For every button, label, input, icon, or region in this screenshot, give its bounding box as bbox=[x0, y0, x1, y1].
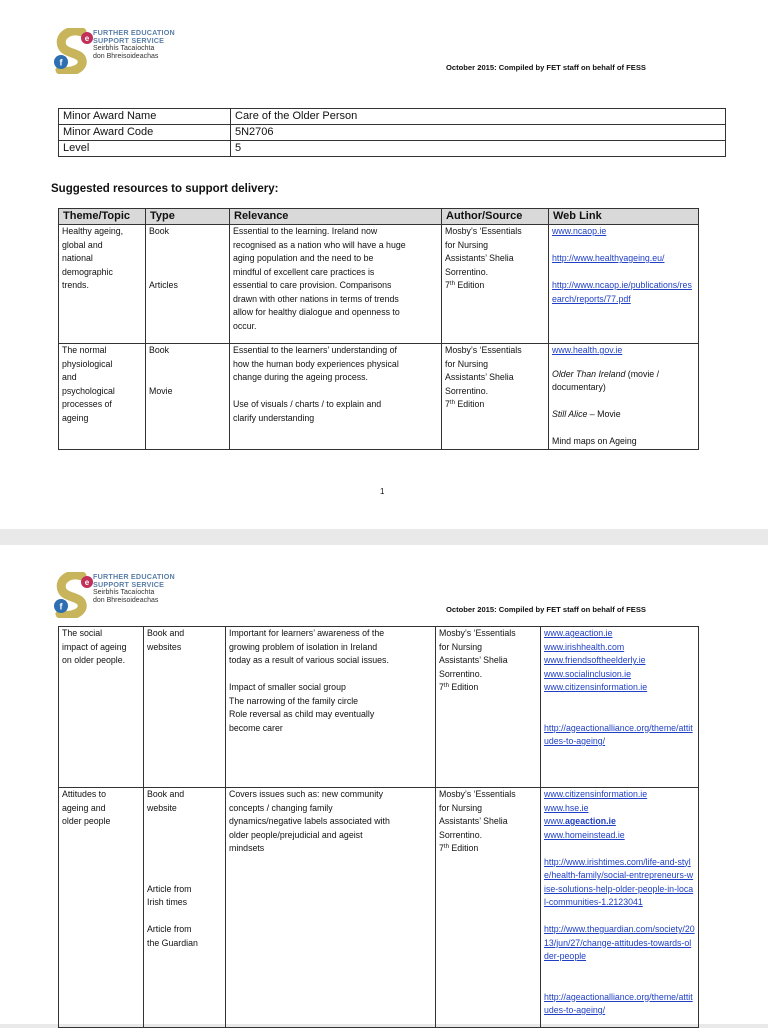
suggested-heading: Suggested resources to support delivery: bbox=[51, 183, 279, 195]
weblink-cell bbox=[549, 344, 699, 450]
text-line: for Nursing bbox=[445, 358, 489, 369]
theme-cell bbox=[59, 225, 146, 344]
resources-table-continued bbox=[58, 626, 699, 1028]
text-line: The social bbox=[62, 628, 103, 638]
logo-line-1: FURTHER EDUCATION bbox=[93, 28, 175, 37]
header-row bbox=[59, 209, 699, 225]
text-line: processes of bbox=[62, 399, 112, 409]
theme-cell bbox=[59, 788, 144, 1028]
text-line: Movie bbox=[149, 385, 173, 396]
edition bbox=[439, 842, 537, 856]
link-prefix: www. bbox=[544, 816, 566, 826]
logo-line-2: SUPPORT SERVICE bbox=[93, 580, 165, 589]
text-line: Irish times bbox=[147, 897, 188, 907]
edition-word: Edition bbox=[448, 682, 479, 692]
text-line: become carer bbox=[229, 722, 283, 733]
award-label: Minor Award Code bbox=[59, 125, 231, 141]
edition bbox=[445, 398, 545, 412]
text-line: Sorrentino. bbox=[445, 266, 489, 277]
edition-word: Edition bbox=[454, 399, 485, 409]
compiled-note: October 2015: Compiled by FET staff on behalf of FESS bbox=[446, 605, 646, 614]
text-line: allow for healthy dialogue and openness to bbox=[233, 307, 400, 317]
relevance-cell bbox=[226, 627, 436, 788]
fess-logo bbox=[52, 28, 182, 76]
logo-line-3: Seirbhís Tacaíochta bbox=[93, 589, 155, 596]
link[interactable]: www.socialinclusion.ie bbox=[544, 668, 632, 679]
page-number: 1 bbox=[380, 487, 385, 496]
fess-logo bbox=[52, 572, 182, 620]
col-weblink: Web Link bbox=[549, 209, 699, 225]
text-line: Healthy ageing, bbox=[62, 226, 124, 236]
logo-line-2: SUPPORT SERVICE bbox=[93, 36, 165, 45]
edition-word: Edition bbox=[454, 280, 485, 290]
link-bold: ageaction.ie bbox=[565, 816, 616, 826]
text-line: physiological bbox=[62, 358, 113, 369]
movie-title: Older Than Ireland bbox=[552, 368, 626, 379]
text-line: Impact of smaller social group bbox=[229, 682, 346, 692]
compiled-note: October 2015: Compiled by FET staff on behalf of FESS bbox=[446, 63, 646, 72]
col-theme: Theme/Topic bbox=[59, 209, 146, 225]
text-line: on older people. bbox=[62, 655, 126, 665]
logo-text bbox=[93, 29, 175, 61]
text-line: Article from bbox=[147, 924, 192, 934]
text-line: The normal bbox=[62, 345, 107, 355]
text-line: mindsets bbox=[229, 843, 265, 853]
edition-suffix: th bbox=[449, 400, 455, 406]
text-line: for Nursing bbox=[445, 239, 489, 250]
text-line: Articles bbox=[149, 280, 178, 290]
text-line: and bbox=[62, 372, 77, 382]
text-line: trends. bbox=[62, 280, 89, 290]
table-row bbox=[59, 627, 699, 788]
table-row bbox=[59, 788, 699, 1028]
author-cell bbox=[442, 225, 549, 344]
weblink-cell bbox=[549, 225, 699, 344]
text-line: growing problem of isolation in Ireland bbox=[229, 641, 378, 652]
text-line: Use of visuals / charts / to explain and bbox=[233, 399, 382, 409]
award-row bbox=[59, 109, 726, 125]
fess-logo-icon bbox=[52, 28, 94, 74]
text-line: website bbox=[147, 802, 177, 813]
movie-1 bbox=[552, 368, 695, 382]
text-line: dynamics/negative labels associated with bbox=[229, 816, 390, 826]
text-line: for Nursing bbox=[439, 802, 483, 813]
text-line: Essential to the learners’ understanding of bbox=[233, 345, 397, 355]
text-line: ageing and bbox=[62, 802, 106, 813]
edition bbox=[445, 279, 545, 293]
theme-cell bbox=[59, 627, 144, 788]
table-row bbox=[59, 225, 699, 344]
text-line: today as a result of various social issues. bbox=[229, 655, 389, 665]
text-line: older people/prejudicial and ageist bbox=[229, 829, 363, 840]
link[interactable]: www.ncaop.ie bbox=[552, 226, 607, 236]
edition-number: 7 bbox=[439, 843, 444, 853]
text-line: essential to care provision. Comparisons bbox=[233, 280, 392, 290]
author-cell bbox=[436, 627, 541, 788]
link[interactable]: http://www.healthyageing.eu/ bbox=[552, 253, 665, 263]
logo-text bbox=[93, 573, 175, 605]
text-line: Sorrentino. bbox=[439, 829, 483, 840]
text-line: ageing bbox=[62, 412, 89, 423]
text-line: websites bbox=[147, 641, 182, 652]
award-row bbox=[59, 125, 726, 141]
svg-text:f: f bbox=[59, 601, 63, 612]
svg-text:e: e bbox=[84, 34, 90, 43]
text-line: documentary) bbox=[552, 382, 606, 392]
text-line: Assistants’ Shelia bbox=[445, 253, 514, 263]
type-cell bbox=[144, 627, 226, 788]
edition-suffix: th bbox=[449, 281, 455, 287]
text-line: national bbox=[62, 253, 93, 263]
logo-line-1: FURTHER EDUCATION bbox=[93, 572, 175, 581]
award-value: Care of the Older Person bbox=[231, 109, 726, 125]
text-line: demographic bbox=[62, 266, 113, 277]
resources-table bbox=[58, 208, 699, 450]
text-line: clarify understanding bbox=[233, 412, 315, 423]
link[interactable]: www.hse.ie bbox=[544, 802, 589, 813]
edition bbox=[439, 681, 537, 695]
link[interactable]: http://www.irishtimes.com/life-and-style/health-family/social-entrepreneurs-wise-solutions-help-older-people-in-local-communities-1.2123041 bbox=[544, 856, 694, 907]
text-line: Assistants’ Shelia bbox=[439, 816, 508, 826]
text-line: Mosby’s ‘Essentials bbox=[445, 226, 522, 236]
text-line: Assistants’ Shelia bbox=[439, 655, 508, 665]
text-line: psychological bbox=[62, 385, 115, 396]
col-relevance: Relevance bbox=[230, 209, 442, 225]
weblink-cell bbox=[541, 627, 699, 788]
text-line: Mosby’s ‘Essentials bbox=[445, 345, 522, 355]
movie-2 bbox=[552, 408, 695, 422]
relevance-cell bbox=[230, 344, 442, 450]
movie-title: Still Alice bbox=[552, 409, 588, 419]
text-line: Sorrentino. bbox=[439, 668, 483, 679]
link[interactable]: http://ageactionalliance.org/theme/attitudes-to-ageing/ bbox=[544, 991, 693, 1015]
link[interactable]: http://www.ncaop.ie/publications/research/reports/77.pdf bbox=[552, 280, 692, 304]
edition-number: 7 bbox=[445, 280, 450, 290]
link[interactable]: www.citizensinformation.ie bbox=[544, 789, 648, 799]
text-line: Article from bbox=[147, 883, 192, 894]
link[interactable]: www.ageaction.ie bbox=[544, 628, 613, 638]
award-label: Minor Award Name bbox=[59, 109, 231, 125]
link[interactable]: http://ageactionalliance.org/theme/attitudes-to-ageing/ bbox=[544, 722, 693, 746]
svg-text:e: e bbox=[84, 578, 90, 587]
text-line: mindful of excellent care practices is bbox=[233, 266, 375, 277]
edition-number: 7 bbox=[445, 399, 450, 409]
text-line: Book and bbox=[147, 628, 185, 638]
text-line: aging population and the need to be bbox=[233, 253, 374, 263]
award-value: 5N2706 bbox=[231, 125, 726, 141]
link[interactable]: www.homeinstead.ie bbox=[544, 829, 625, 840]
text-line: older people bbox=[62, 816, 111, 826]
fess-logo-icon bbox=[52, 572, 94, 618]
text-line: Book bbox=[149, 345, 170, 355]
text-line: Assistants’ Shelia bbox=[445, 372, 514, 382]
author-cell bbox=[442, 344, 549, 450]
text-line: Book bbox=[149, 226, 170, 236]
edition-suffix: th bbox=[443, 844, 449, 850]
edition-number: 7 bbox=[439, 682, 444, 692]
link[interactable]: www.irishhealth.com bbox=[544, 641, 625, 652]
text-line: Mind maps on Ageing bbox=[552, 436, 637, 446]
col-author: Author/Source bbox=[442, 209, 549, 225]
author-cell bbox=[436, 788, 541, 1028]
text-line: the Guardian bbox=[147, 937, 198, 948]
theme-cell bbox=[59, 344, 146, 450]
link[interactable]: www.health.gov.ie bbox=[552, 345, 623, 355]
text-line: impact of ageing bbox=[62, 641, 127, 652]
type-cell bbox=[146, 344, 230, 450]
text-line: Role reversal as child may eventually bbox=[229, 709, 375, 719]
text-line: Covers issues such as: new community bbox=[229, 789, 384, 799]
link[interactable]: http://www.theguardian.com/society/2013/jun/27/change-attitudes-towards-older-people bbox=[544, 924, 695, 961]
link[interactable]: www.friendsoftheelderly.ie bbox=[544, 655, 646, 665]
relevance-cell bbox=[230, 225, 442, 344]
logo-line-4: don Bhreisoideachas bbox=[93, 597, 159, 604]
col-type: Type bbox=[146, 209, 230, 225]
edition-suffix: th bbox=[443, 683, 449, 689]
logo-line-3: Seirbhís Tacaíochta bbox=[93, 45, 155, 52]
text-line: Book and bbox=[147, 789, 185, 799]
svg-text:f: f bbox=[59, 57, 63, 68]
text-line: Sorrentino. bbox=[445, 385, 489, 396]
link[interactable]: www.citizensinformation.ie bbox=[544, 682, 648, 692]
award-row bbox=[59, 141, 726, 157]
award-label: Level bbox=[59, 141, 231, 157]
text-line: for Nursing bbox=[439, 641, 483, 652]
text-line: Attitudes to bbox=[62, 789, 107, 799]
type-cell bbox=[144, 788, 226, 1028]
edition-word: Edition bbox=[448, 843, 479, 853]
text-line: The narrowing of the family circle bbox=[229, 695, 359, 706]
award-value: 5 bbox=[231, 141, 726, 157]
text-line: global and bbox=[62, 239, 103, 250]
logo-line-4: don Bhreisoideachas bbox=[93, 53, 159, 60]
text-line: recognised as a nation who will have a huge bbox=[233, 239, 406, 250]
text-line: Essential to the learning. Ireland now bbox=[233, 226, 378, 236]
text-line: drawn with other nations in terms of trends bbox=[233, 293, 399, 304]
link[interactable] bbox=[544, 815, 695, 829]
text-line: occur. bbox=[233, 320, 257, 331]
text-line: Mosby’s ‘Essentials bbox=[439, 789, 516, 799]
table-row bbox=[59, 344, 699, 450]
text-line: Important for learners’ awareness of the bbox=[229, 628, 385, 638]
text-line: Mosby’s ‘Essentials bbox=[439, 628, 516, 638]
movie-note: (movie / bbox=[625, 368, 660, 379]
text-line: how the human body experiences physical bbox=[233, 358, 399, 369]
award-table bbox=[58, 108, 726, 157]
text-line: concepts / changing family bbox=[229, 802, 333, 813]
text-line: change during the ageing process. bbox=[233, 372, 368, 382]
type-cell bbox=[146, 225, 230, 344]
relevance-cell bbox=[226, 788, 436, 1028]
movie-note: – Movie bbox=[587, 409, 621, 419]
weblink-cell bbox=[541, 788, 699, 1028]
